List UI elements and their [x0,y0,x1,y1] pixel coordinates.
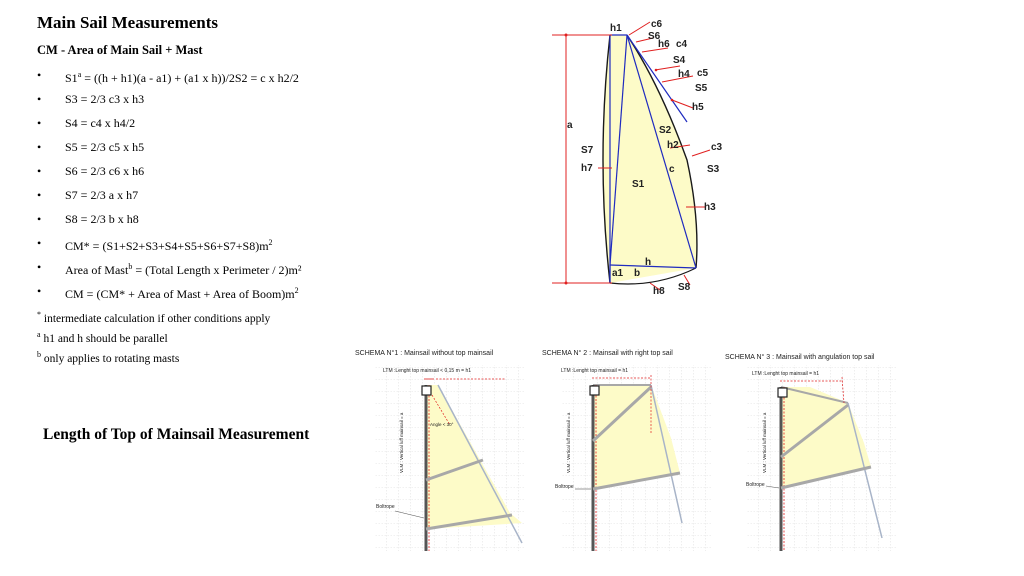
label-S5: S5 [695,83,708,94]
label-c6: c6 [651,19,663,30]
boltrope-label: Boltrope [746,482,765,488]
footnote: * intermediate calculation if other conditions apply [37,310,271,325]
label-S8: S8 [678,282,691,293]
label-a: a [567,120,573,131]
label-h1: h1 [610,23,622,34]
label-c: c [669,164,675,175]
ltm-label: LTM :Lenght top mainsail = h1 [561,368,629,374]
formula-item: • CM = (CM* + Area of Mast + Area of $Boom)m^2$ [37,284,301,308]
vlm-label: VLM : Vertical luff mainsail = a [399,412,404,473]
formula-item: • $S1^a = ((h + h1)(a - a1) + (a1$ x h))/2S2 = c x h2/2 [37,68,301,92]
label-S3: S3 [707,164,720,175]
label-h7: h7 [581,163,593,174]
section-heading: Length of Top of Mainsail Measurement [43,426,310,443]
label-b: b [634,268,641,279]
formula-item: • S7 = 2/3 a x h7 [37,188,301,212]
footnotes [37,307,270,366]
boltrope-label: Boltrope [376,504,395,510]
label-h4: h4 [678,69,690,80]
formula-item: • S5 = 2/3 c5 x h5 [37,140,301,164]
schema-3-diagram [722,343,902,553]
label-a1: a1 [612,268,624,279]
schema-title: SCHEMA N° 2 : Mainsail with right top sail [542,350,673,357]
label-h2: h2 [667,140,679,151]
vlm-label: VLM : Vertical luff mainsail = a [762,412,767,473]
formula-item: • S8 = 2/3 b x h8 [37,212,301,236]
formula-list [37,68,301,308]
label-S1: S1 [632,179,645,190]
footnote: $^b$ only applies to rotating masts [37,349,180,365]
boltrope-label: Boltrope [555,484,574,490]
formula-item: • S4 = c4 x h4/2 [37,116,301,140]
schema-1-diagram [350,343,530,553]
label-c3: c3 [711,142,723,153]
label-c5: c5 [697,68,709,79]
vlm-label: VLM : Vertical luff mainsail = a [566,412,571,473]
label-h: h [645,257,652,268]
label-h3: h3 [704,202,716,213]
label-S6: S6 [648,31,661,42]
footnote: $^a$ h1 and h should be parallel [37,329,168,345]
schema-title: SCHEMA N°1 : Mainsail without top mainsail [355,350,494,357]
formula-item: • S3 = 2/3 c3 x h3 [37,92,301,116]
formula-item: • S6 = 2/3 c6 x h6 [37,164,301,188]
label-h5: h5 [692,102,704,113]
ltm-label: LTM :Lenght top mainsail = h1 [752,371,820,377]
label-h6: h6 [658,39,670,50]
page-title: Main Sail Measurements [37,13,219,32]
label-h8: h8 [653,286,665,297]
formula-item: • $CM* = (S1+S2+S3+S4+S5+S6+S7+S8)m^2$ [37,236,301,260]
schema-title: SCHEMA N° 3 : Mainsail with angulation top sail [725,354,875,361]
main-sail-diagram [545,15,745,300]
ltm-label: LTM :Lenght top mainsail < 0,15 m = h1 [383,368,472,374]
label-S4: S4 [673,55,686,66]
label-S7: S7 [581,145,594,156]
label-c4: c4 [676,39,688,50]
section-subtitle: CM - Area of Main Sail + Mast [37,43,203,57]
schema-2-diagram [537,343,717,553]
formula-item: • Area of Mast$^b$ = (Total Length x Perimeter / 2)m² [37,260,301,284]
label-S2: S2 [659,125,672,136]
angle-label: Angle < 30° [430,422,454,427]
